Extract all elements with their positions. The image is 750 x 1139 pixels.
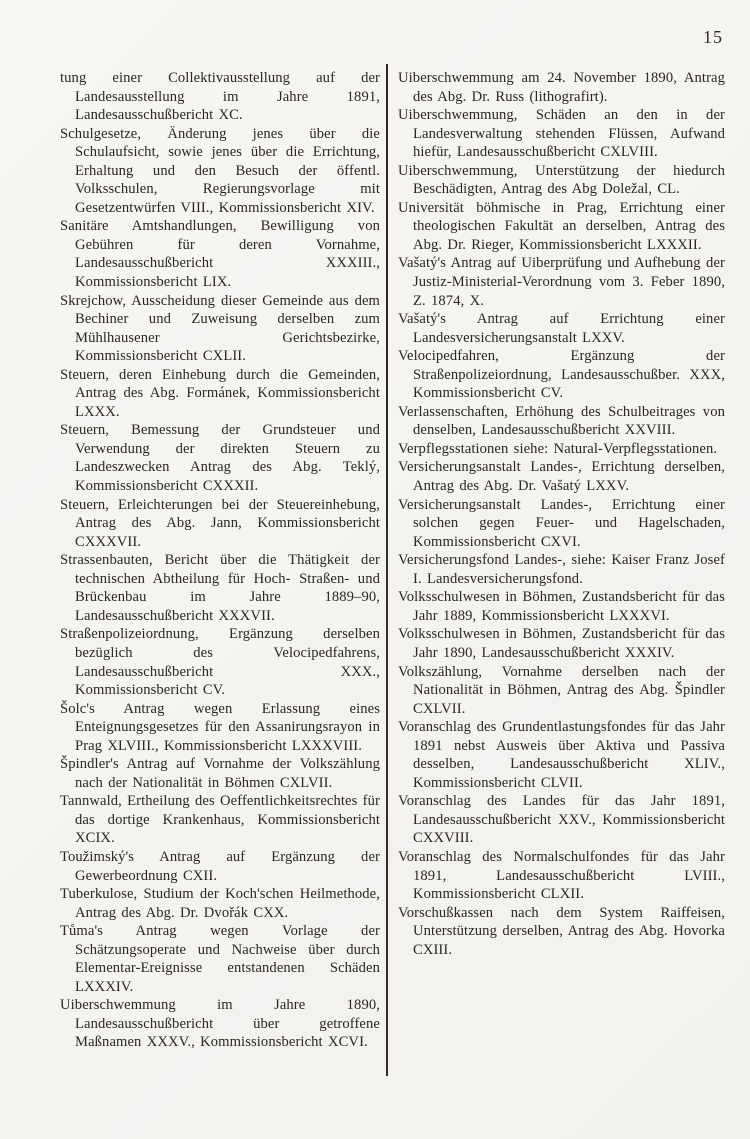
index-entry: Toužimský's Antrag auf Ergänzung der Gewerbeordnung CXII. <box>60 848 380 884</box>
index-entry: Volkszählung, Vornahme derselben nach der Nationalität in Böhmen, Antrag des Abg. Špindler CXLVII. <box>398 663 725 717</box>
right-column <box>398 69 725 959</box>
index-entry: Tannwald, Ertheilung des Oeffentlichkeitsrechtes für das dortige Krankenhaus, Kommissionsbericht XCIX. <box>60 793 380 847</box>
index-entry: Voranschlag des Grundentlastungsfondes für das Jahr 1891 nebst Ausweis über Aktiva und Passiva desselben, Landesausschußbericht XLIV., Kommissionsbericht CLVII. <box>398 719 725 791</box>
index-entry: Schulgesetze, Änderung jenes über die Schulaufsicht, sowie jenes über die Errichtung, Erhaltung und den Besuch der öffentl. Volksschulen, Regierungsvorlage mit Gesetzentwürfen VIII., Kommissionsbericht XIV. <box>60 125 380 216</box>
page-number: 15 <box>703 27 723 47</box>
index-entry: Steuern, Erleichterungen bei der Steuereinhebung, Antrag des Abg. Jann, Kommissionsbericht CXXXVII. <box>60 496 380 550</box>
index-entry: Uiberschwemmung im Jahre 1890, Landesausschußbericht über getroffene Maßnamen XXXV., Kommissionsbericht XCVI. <box>60 997 380 1051</box>
column-divider <box>386 64 388 1076</box>
index-entry: Verlassenschaften, Erhöhung des Schulbeitrages von denselben, Landesausschußbericht XXVIII. <box>398 403 725 439</box>
index-entry: Versicherungsanstalt Landes-, Errichtung einer solchen gegen Feuer- und Hagelschaden, Kommissionsbericht CXVI. <box>398 496 725 550</box>
index-entry: Tuberkulose, Studium der Koch'schen Heilmethode, Antrag des Abg. Dr. Dvořák CXX. <box>60 886 380 921</box>
index-entry: Vašatý's Antrag auf Uiberprüfung und Aufhebung der Justiz-Ministerial-Verordnung vom 3. Feber 1890, Z. 1874, X. <box>398 255 725 309</box>
index-entry: Voranschlag des Normalschulfondes für das Jahr 1891, Landesausschußbericht LVIII., Kommissionsbericht CLXII. <box>398 848 725 903</box>
index-entry: Volksschulwesen in Böhmen, Zustandsbericht für das Jahr 1890, Landesausschußbericht XXXIV. <box>398 626 725 661</box>
index-entry: Universität böhmische in Prag, Errichtung einer theologischen Fakultät an derselben, Antrag des Abg. Dr. Rieger, Kommissionsbericht LXXXII. <box>398 199 725 253</box>
index-entry: Strassenbauten, Bericht über die Thätigkeit der technischen Abtheilung für Hoch- Straßen- und Brückenbau im Jahre 1889–90, Landesausschußbericht XXXVII. <box>60 552 380 624</box>
index-entry: Versicherungsfond Landes-, siehe: Kaiser Franz Josef I. Landesversicherungsfond. <box>398 552 725 587</box>
index-entry: Steuern, Bemessung der Grundsteuer und Verwendung der direkten Steuern zu Landeszwecken Antrag des Abg. Teklý, Kommissionsbericht CXXXII. <box>60 422 380 495</box>
index-entry: Straßenpolizeiordnung, Ergänzung derselben bezüglich des Velocipedfahrens, Landesausschußbericht XXX., Kommissionsbericht CV. <box>60 626 380 699</box>
index-entry: Uiberschwemmung, Unterstützung der hiedurch Beschädigten, Antrag des Abg Doležal, CL. <box>398 162 725 198</box>
index-entry: Versicherungsanstalt Landes-, Errichtung derselben, Antrag des Abg. Dr. Vašatý LXXV. <box>398 459 725 495</box>
index-entry: Uiberschwemmung, Schäden an den in der Landesverwaltung stehenden Flüssen, Aufwand hiefür, Landesausschußbericht CXLVIII. <box>398 107 725 161</box>
index-entry: tung einer Collektivausstellung auf der Landesausstellung im Jahre 1891, Landesausschußbericht XC. <box>60 70 380 124</box>
left-column <box>60 69 380 1052</box>
index-entry: Vorschußkassen nach dem System Raiffeisen, Unterstützung derselben, Antrag des Abg. Hovorka CXIII. <box>398 904 725 958</box>
index-entry: Steuern, deren Einhebung durch die Gemeinden, Antrag des Abg. Formánek, Kommissionsbericht LXXX. <box>60 366 380 420</box>
index-entry: Skrejchow, Ausscheidung dieser Gemeinde aus dem Bechiner und Zuweisung derselben zum Mühlhausener Gerichtsbezirke, Kommissionsbericht CXLII. <box>60 292 380 365</box>
index-entry: Uiberschwemmung am 24. November 1890, Antrag des Abg. Dr. Russ (lithografirt). <box>398 70 725 105</box>
index-entry: Sanitäre Amtshandlungen, Bewilligung von Gebühren für deren Vornahme, Landesausschußbericht XXXIII., Kommissionsbericht LIX. <box>60 218 380 291</box>
index-entry: Vašatý's Antrag auf Errichtung einer Landesversicherungsanstalt LXXV. <box>398 311 725 346</box>
index-entry: Volksschulwesen in Böhmen, Zustandsbericht für das Jahr 1889, Kommissionsbericht LXXXVI. <box>398 589 725 624</box>
index-entry: Voranschlag des Landes für das Jahr 1891, Landesausschußbericht XXV., Kommissionsbericht CXXVIII. <box>398 793 725 847</box>
index-entry: Velocipedfahren, Ergänzung der Straßenpolizeiordnung, Landesausschußber. XXX, Kommissionsbericht CV. <box>398 348 725 402</box>
index-entry: Šolc's Antrag wegen Erlassung eines Enteignungsgesetzes für den Assanirungsrayon in Prag XLVIII., Kommissionsbericht LXXXVIII. <box>60 700 380 754</box>
index-entry: Tůma's Antrag wegen Vorlage der Schätzungsoperate und Nachweise über durch Elementar-Ereignisse entstandenen Schäden LXXXIV. <box>60 923 380 995</box>
index-entry: Verpflegsstationen siehe: Natural-Verpflegsstationen. <box>398 440 718 457</box>
index-entry: Špindler's Antrag auf Vornahme der Volkszählung nach der Nationalität in Böhmen CXLVII. <box>60 756 380 791</box>
